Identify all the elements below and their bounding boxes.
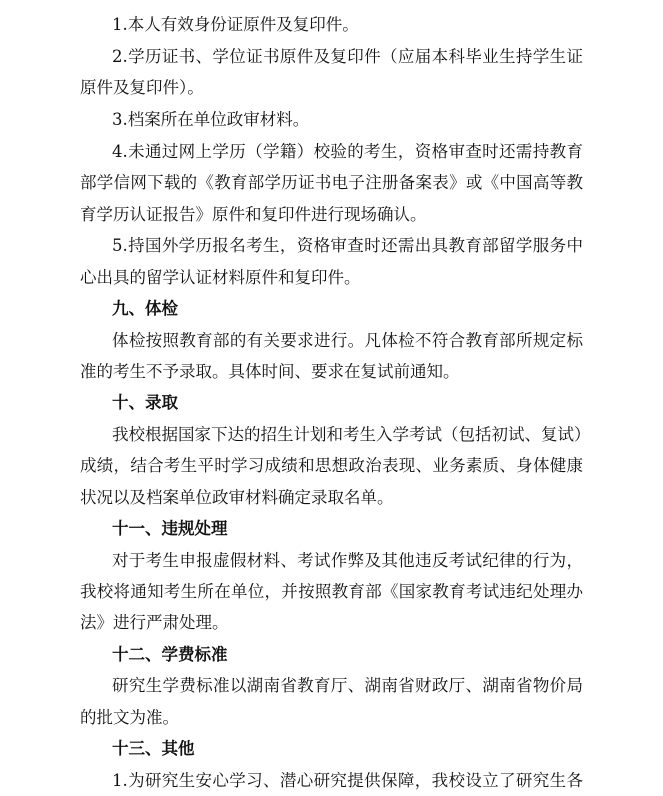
section-physical-exam-line-1: 体检按照教育部的有关要求进行。凡体检不符合教育部所规定标 xyxy=(112,331,583,350)
section-heading-other: 十三、其他 xyxy=(112,739,195,758)
item-1-line-1: 1.本人有效身份证原件及复印件。 xyxy=(112,15,359,34)
section-admission-line-3: 状况以及档案单位政审材料确定录取名单。 xyxy=(80,488,394,507)
section-heading-admission: 十、录取 xyxy=(112,393,178,412)
section-heading-physical-exam: 九、体检 xyxy=(112,299,178,318)
section-admission-line-2: 成绩，结合考生平时学习成绩和思想政治表现、业务素质、身体健康 xyxy=(80,456,583,475)
section-physical-exam-line-2: 准的考生不予录取。具体时间、要求在复试前通知。 xyxy=(80,362,460,381)
item-4-line-3: 育学历认证报告》原件和复印件进行现场确认。 xyxy=(80,205,427,224)
section-heading-violations: 十一、违规处理 xyxy=(112,519,228,538)
section-tuition-line-2: 的批文为准。 xyxy=(80,708,179,727)
item-5-line-1: 5.持国外学历报名考生，资格审查时还需出具教育部留学服务中 xyxy=(112,236,583,255)
section-other-line-1: 1.为研究生安心学习、潜心研究提供保障，我校设立了研究生各 xyxy=(112,771,583,790)
section-admission-line-1: 我校根据国家下达的招生计划和考生入学考试（包括初试、复试） xyxy=(112,425,591,444)
item-5-line-2: 心出具的留学认证材料原件和复印件。 xyxy=(80,268,361,287)
section-violations-line-2: 我校将通知考生所在单位，并按照教育部《国家教育考试违纪处理办 xyxy=(80,582,583,601)
section-tuition-line-1: 研究生学费标准以湖南省教育厅、湖南省财政厅、湖南省物价局 xyxy=(112,676,583,695)
item-3-line-1: 3.档案所在单位政审材料。 xyxy=(112,110,310,129)
section-violations-line-1: 对于考生申报虚假材料、考试作弊及其他违反考试纪律的行为， xyxy=(112,551,583,570)
item-4-line-2: 部学信网下载的《教育部学历证书电子注册备案表》或《中国高等教 xyxy=(80,173,583,192)
item-2-line-2: 原件及复印件）。 xyxy=(80,78,204,97)
item-2-line-1: 2.学历证书、学位证书原件及复印件（应届本科毕业生持学生证 xyxy=(112,47,583,66)
section-heading-tuition: 十二、学费标准 xyxy=(112,645,228,664)
section-violations-line-3: 法》进行严肃处理。 xyxy=(80,613,229,632)
item-4-line-1: 4.未通过网上学历（学籍）校验的考生，资格审查时还需持教育 xyxy=(112,142,583,161)
